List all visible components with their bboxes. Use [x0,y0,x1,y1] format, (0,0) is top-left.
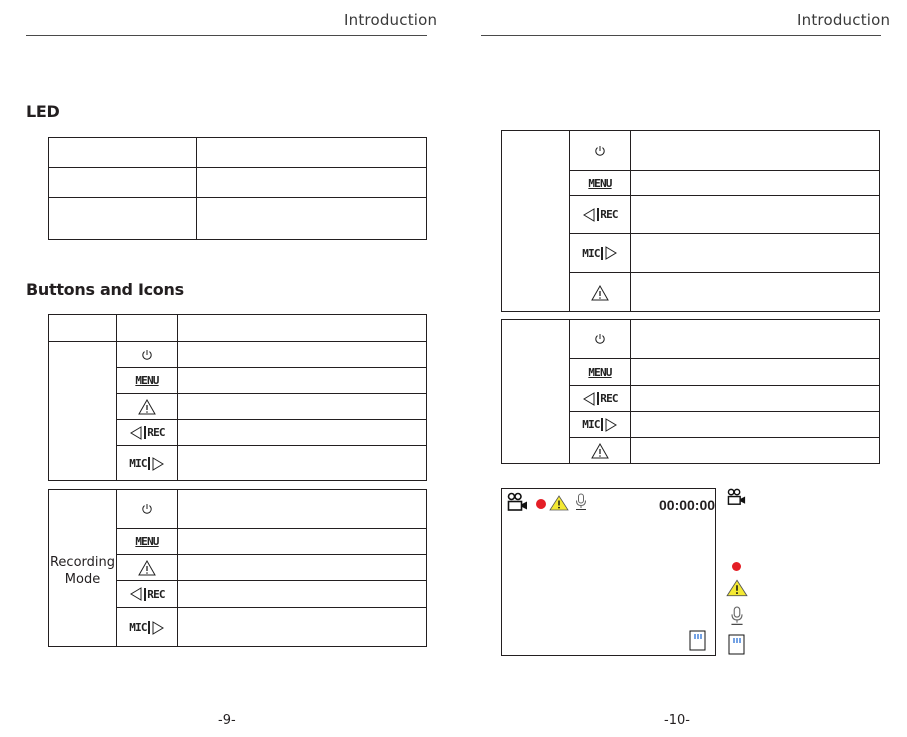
right-buttons-table-1 [501,130,880,312]
warning-icon [570,438,630,464]
right-buttons-table-2 [501,319,880,464]
mic-right-button-icon: MIC [570,412,630,437]
sd-card-icon [728,634,745,659]
page-number-left: -9- [218,713,236,728]
video-camera-icon [727,488,747,510]
led-table-row-divider [48,167,427,168]
mic-right-button-icon: MIC [117,446,177,481]
led-table [48,137,427,240]
record-dot-icon [536,499,546,509]
left-rec-button-icon: REC [570,196,630,233]
recording-table-col-divider [177,489,178,647]
header-rule-left [26,35,427,36]
warning-icon [570,273,630,312]
video-camera-icon [507,492,529,516]
right-table-col-divider [630,130,631,312]
led-table-row-divider [48,197,427,198]
microphone-icon [574,493,588,515]
buttons-icons-section-title: Buttons and Icons [26,280,184,299]
buttons-table [48,314,427,481]
menu-button-icon: MENU [588,365,612,379]
warning-icon [117,394,177,419]
power-icon [570,320,630,358]
record-dot-icon [732,562,741,571]
buttons-table-col-divider [177,314,178,481]
page-header-right: Introduction [797,11,891,29]
left-rec-button-icon: REC [117,420,177,445]
warning-icon [117,555,177,580]
menu-button-icon: MENU [588,176,612,190]
menu-button-icon: MENU [135,374,159,387]
power-icon [117,342,177,367]
mic-right-button-icon: MIC [570,234,630,272]
menu-button-icon: MENU [135,535,159,548]
buttons-table-header-divider [48,341,427,342]
left-rec-button-icon: REC [117,581,177,607]
microphone-icon [729,606,745,630]
left-rec-button-icon: REC [570,386,630,411]
recording-mode-label: Recording Mode [49,555,116,587]
right-table-col-divider [630,319,631,464]
power-icon [117,490,177,528]
header-rule-right [481,35,881,36]
power-icon [570,131,630,170]
screen-display [501,488,716,656]
warning-yellow-icon [549,495,569,515]
warning-yellow-icon [726,579,748,601]
led-table-col-divider [196,137,197,240]
sd-card-icon [689,630,706,655]
recording-timer: 00:00:00 [659,497,716,513]
mic-right-button-icon: MIC [117,608,177,647]
led-section-title: LED [26,102,60,121]
page-number-right: -10- [664,713,690,728]
page-header-left: Introduction [344,11,438,29]
